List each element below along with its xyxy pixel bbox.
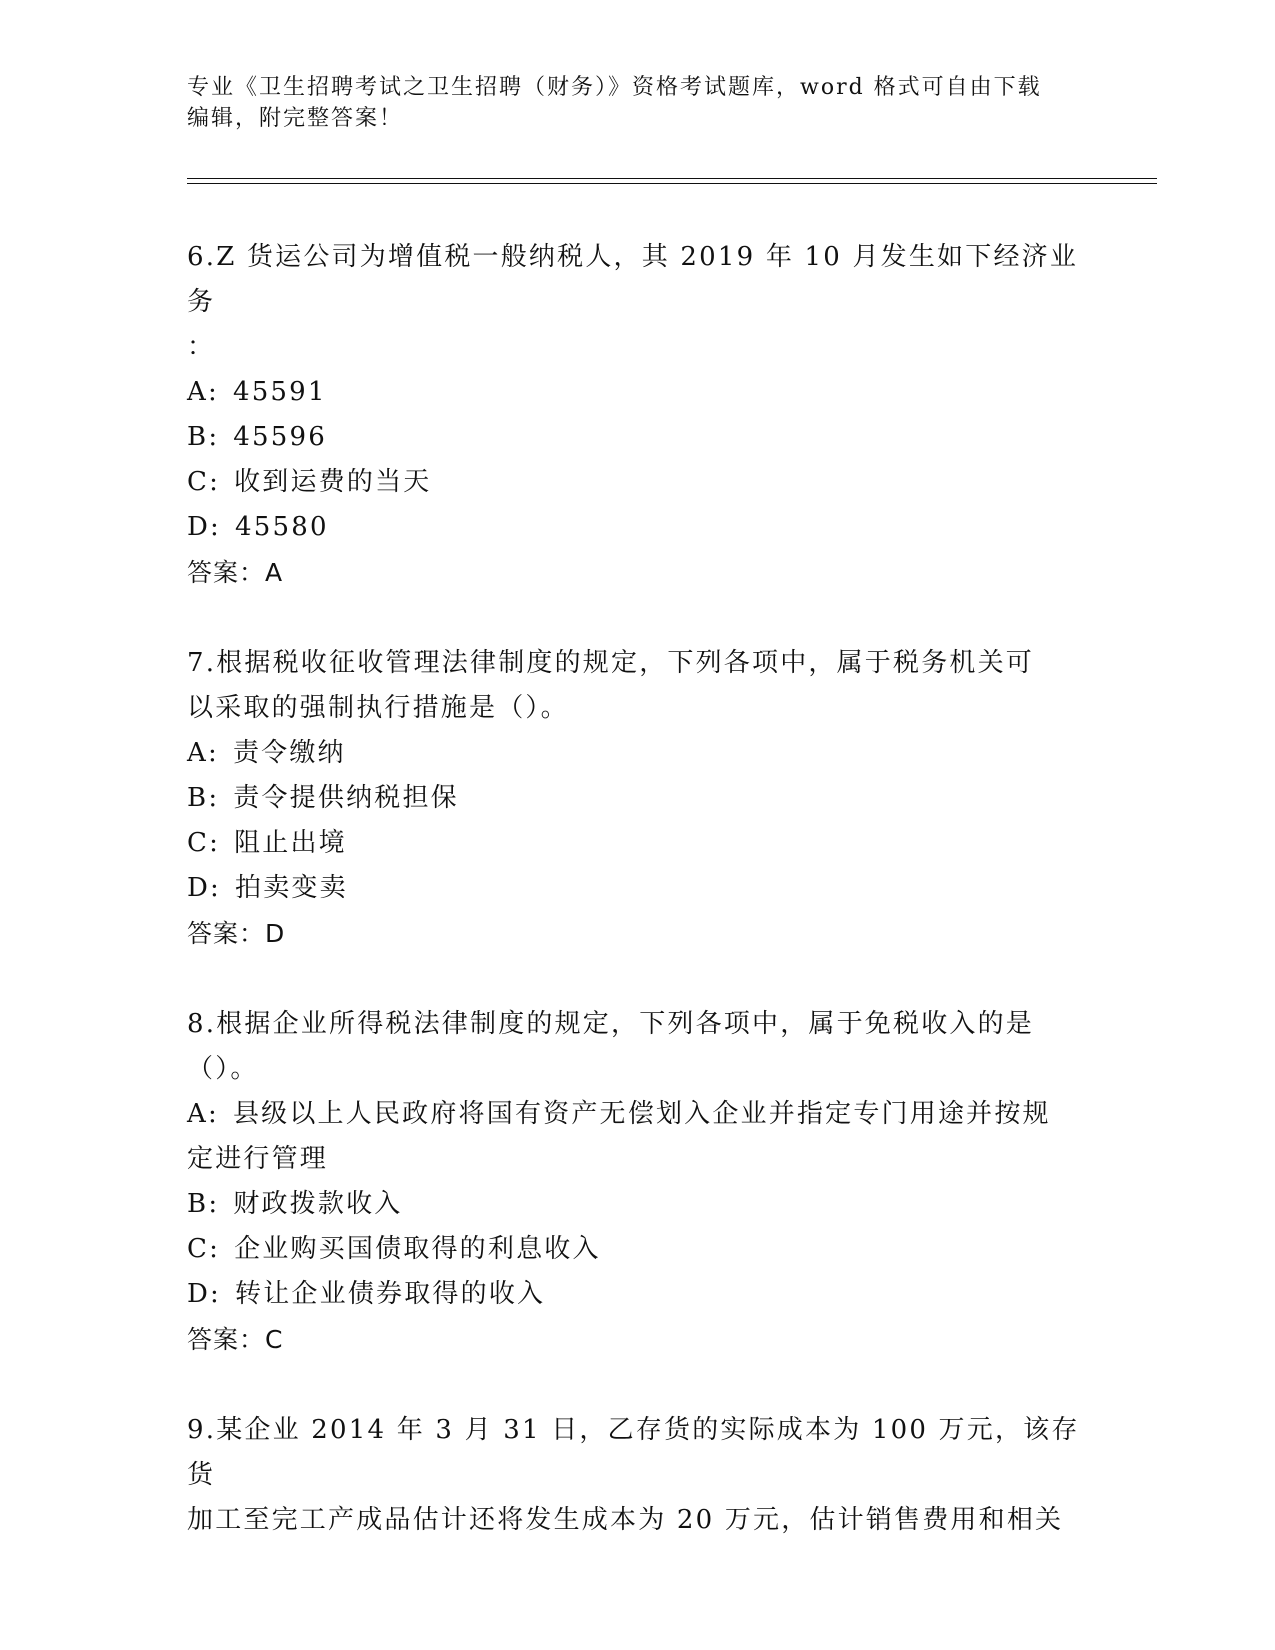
option-b: B: 财政拨款收入 — [187, 1189, 403, 1219]
option-d: D: 拍卖变卖 — [187, 873, 348, 903]
header-line: 专业《卫生招聘考试之卫生招聘（财务）》资格考试题库，word 格式可自由下载 — [187, 75, 1042, 100]
question-stem: 6.Z 货运公司为增值税一般纳税人，其 2019 年 10 月发生如下经济业务 — [187, 242, 1079, 317]
option-text: 45591 — [232, 377, 327, 407]
option-d: D: 转让企业债券取得的收入 — [187, 1279, 546, 1309]
double-divider — [187, 178, 1157, 184]
question-stem: 加工至完工产成品估计还将发生成本为 20 万元，估计销售费用和相关 — [187, 1505, 1064, 1535]
option-key: B — [187, 422, 209, 452]
option-text: 企业购买国债取得的利息收入 — [234, 1234, 601, 1264]
option-b: B: 责令提供纳税担保 — [187, 783, 459, 813]
option-text: 收到运费的当天 — [234, 467, 432, 497]
answer-line: 答案：D — [187, 919, 286, 948]
option-text: 财政拨款收入 — [233, 1189, 403, 1219]
option-text: 45596 — [233, 422, 327, 452]
option-a: A: 县级以上人民政府将国有资产无偿划入企业并指定专门用途并按规 — [187, 1099, 1051, 1129]
question-stem: 7.根据税收征收管理法律制度的规定，下列各项中，属于税务机关可 — [187, 648, 1035, 678]
option-text: 拍卖变卖 — [235, 873, 348, 903]
question-stem: 8.根据企业所得税法律制度的规定，下列各项中，属于免税收入的是 — [187, 1009, 1035, 1039]
option-key: B — [187, 783, 209, 813]
option-text: 责令缴纳 — [232, 738, 346, 768]
option-key: C — [187, 467, 210, 497]
option-c: C: 收到运费的当天 — [187, 467, 432, 497]
option-a: A: 责令缴纳 — [187, 738, 346, 768]
option-key: D — [187, 873, 211, 903]
option-key: A — [187, 1099, 208, 1129]
question-item — [187, 641, 1087, 956]
option-a: A: 45591 — [187, 377, 327, 407]
header-line: 编辑，附完整答案！ — [187, 106, 404, 131]
option-key: B — [187, 1189, 209, 1219]
option-key: D — [187, 1279, 211, 1309]
question-stem: （）。 — [187, 1054, 259, 1084]
option-text: 县级以上人民政府将国有资产无偿划入企业并指定专门用途并按规 — [232, 1099, 1051, 1129]
option-text: 责令提供纳税担保 — [233, 783, 459, 813]
document-header — [187, 72, 1067, 134]
option-key: A — [187, 377, 208, 407]
question-stem: ： — [187, 332, 216, 362]
question-stem: 9.某企业 2014 年 3 月 31 日，乙存货的实际成本为 100 万元，该存货 — [187, 1415, 1080, 1490]
answer-line: 答案：A — [187, 558, 284, 587]
question-item — [187, 1408, 1087, 1543]
option-key: D — [187, 512, 211, 542]
option-key: C — [187, 828, 210, 858]
option-a-continued: 定进行管理 — [187, 1144, 329, 1174]
question-stem: 以采取的强制执行措施是（）。 — [187, 693, 569, 723]
option-text: 阻止出境 — [234, 828, 347, 858]
option-key: A — [187, 738, 208, 768]
question-list — [187, 235, 1087, 1589]
answer-line: 答案：C — [187, 1325, 284, 1354]
option-key: C — [187, 1234, 210, 1264]
option-b: B: 45596 — [187, 422, 327, 452]
question-item — [187, 1002, 1087, 1362]
question-item — [187, 235, 1087, 595]
option-c: C: 企业购买国债取得的利息收入 — [187, 1234, 601, 1264]
option-c: C: 阻止出境 — [187, 828, 347, 858]
option-text: 45580 — [235, 512, 329, 542]
option-d: D: 45580 — [187, 512, 329, 542]
option-text: 转让企业债券取得的收入 — [235, 1279, 546, 1309]
